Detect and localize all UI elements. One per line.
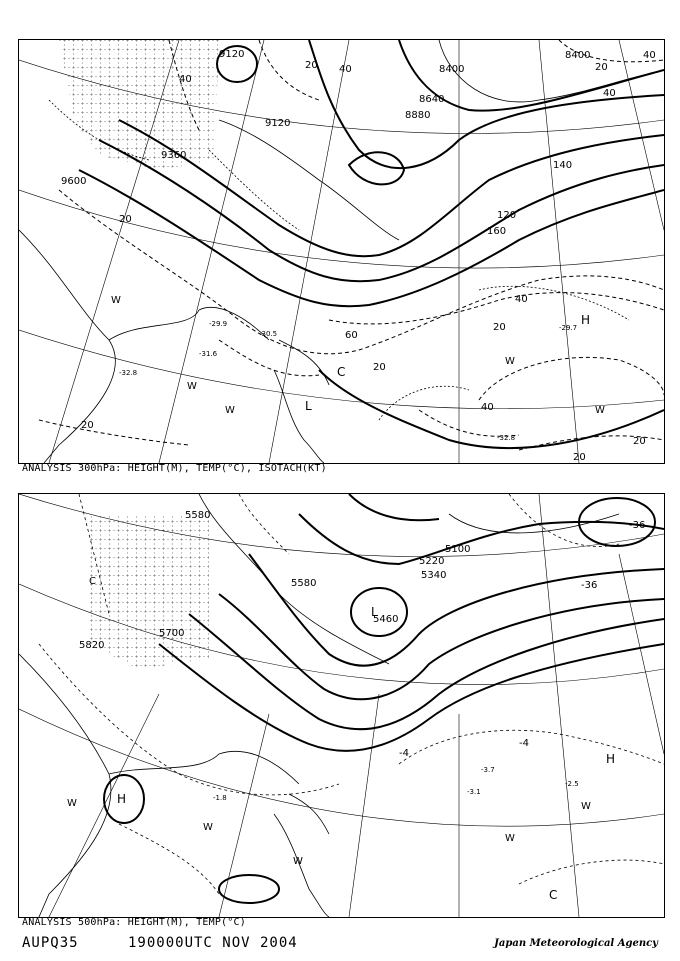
isotach-label: 40 (179, 74, 192, 85)
isotach-label: 160 (487, 226, 507, 237)
map-500hpa-canvas (19, 494, 664, 917)
analysis-300hpa-map (18, 39, 665, 464)
height-label: 9120 (265, 118, 291, 129)
isotach-label: 40 (603, 88, 616, 99)
temp-label: -29.7 (559, 324, 578, 332)
high-center-marker: H (581, 313, 591, 327)
height-label: 8880 (405, 110, 431, 121)
temp-label: -3.1 (467, 788, 481, 796)
temp-label: -4 (399, 748, 409, 759)
isotach-label: 40 (339, 64, 352, 75)
isotach-label: 40 (481, 402, 494, 413)
cold-center-marker: C (549, 888, 558, 902)
isotach-label: 20 (373, 362, 386, 373)
cold-center-marker: C (337, 365, 346, 379)
temp-label: -1.8 (213, 794, 227, 802)
low-center-marker: L (371, 605, 378, 619)
low-center-marker: L (305, 399, 312, 413)
height-label: 5820 (79, 640, 105, 651)
chart-id: AUPQ35 (22, 935, 79, 951)
height-label: 5460 (373, 614, 399, 625)
height-label: 5700 (159, 628, 185, 639)
isotach-label: 20 (305, 60, 318, 71)
analysis-500hpa-map (18, 493, 665, 918)
high-center-marker: H (117, 792, 127, 806)
isotach-label: 20 (493, 322, 506, 333)
warm-center-marker: W (111, 295, 121, 306)
temp-label: -30.5 (259, 330, 278, 338)
isotach-label: 140 (553, 160, 573, 171)
cold-center-marker: C (89, 576, 96, 587)
warm-center-marker: W (505, 356, 515, 367)
temp-label: -2.5 (565, 780, 579, 788)
analysis-300hpa-caption: ANALYSIS 300hPa: HEIGHT(M), TEMP(°C), ISOTACH(KT) (22, 463, 327, 474)
hatched-area (59, 40, 219, 170)
warm-center-marker: W (505, 833, 515, 844)
isotach-label: 120 (497, 210, 517, 221)
hatched-area (89, 514, 209, 669)
height-label: 8400 (439, 64, 465, 75)
isotach-label: 20 (633, 436, 646, 447)
warm-center-marker: W (595, 405, 605, 416)
temp-label: -32.8 (119, 369, 138, 377)
agency-credit: Japan Meteorological Agency (494, 938, 658, 949)
height-label: 5340 (421, 570, 447, 581)
height-label: 5580 (291, 578, 317, 589)
isotach-label: 20 (81, 420, 94, 431)
temp-label: -36 (581, 580, 598, 591)
warm-center-marker: W (293, 856, 303, 867)
temp-label: -29.9 (209, 320, 228, 328)
warm-center-marker: W (581, 801, 591, 812)
temp-label: -32.8 (497, 434, 516, 442)
map-300hpa-canvas (19, 40, 664, 463)
isotach-label: 40 (643, 50, 656, 61)
temp-label: -36 (629, 520, 646, 531)
temp-label: -31.6 (199, 350, 218, 358)
isotach-label: 40 (515, 294, 528, 305)
isotach-label: 20 (595, 62, 608, 73)
isotach-label: 60 (345, 330, 358, 341)
height-label: 9360 (161, 150, 187, 161)
warm-center-marker: W (225, 405, 235, 416)
temp-label: -3.7 (481, 766, 495, 774)
high-center-marker: H (606, 752, 616, 766)
warm-center-marker: W (203, 822, 213, 833)
valid-time: 190000UTC NOV 2004 (128, 935, 298, 951)
height-label: 5220 (419, 556, 445, 567)
height-label: 8400 (565, 50, 591, 61)
analysis-500hpa-caption: ANALYSIS 500hPa: HEIGHT(M), TEMP(°C) (22, 917, 246, 928)
height-label: 9120 (219, 49, 245, 60)
height-label: 5580 (185, 510, 211, 521)
isotach-label: 20 (119, 214, 132, 225)
isotach-label: 20 (573, 452, 586, 463)
height-label: 8640 (419, 94, 445, 105)
height-label: 9600 (61, 176, 87, 187)
chart-footer (22, 935, 662, 955)
warm-center-marker: W (67, 798, 77, 809)
warm-center-marker: W (187, 381, 197, 392)
height-label: 5100 (445, 544, 471, 555)
temp-label: -4 (519, 738, 529, 749)
